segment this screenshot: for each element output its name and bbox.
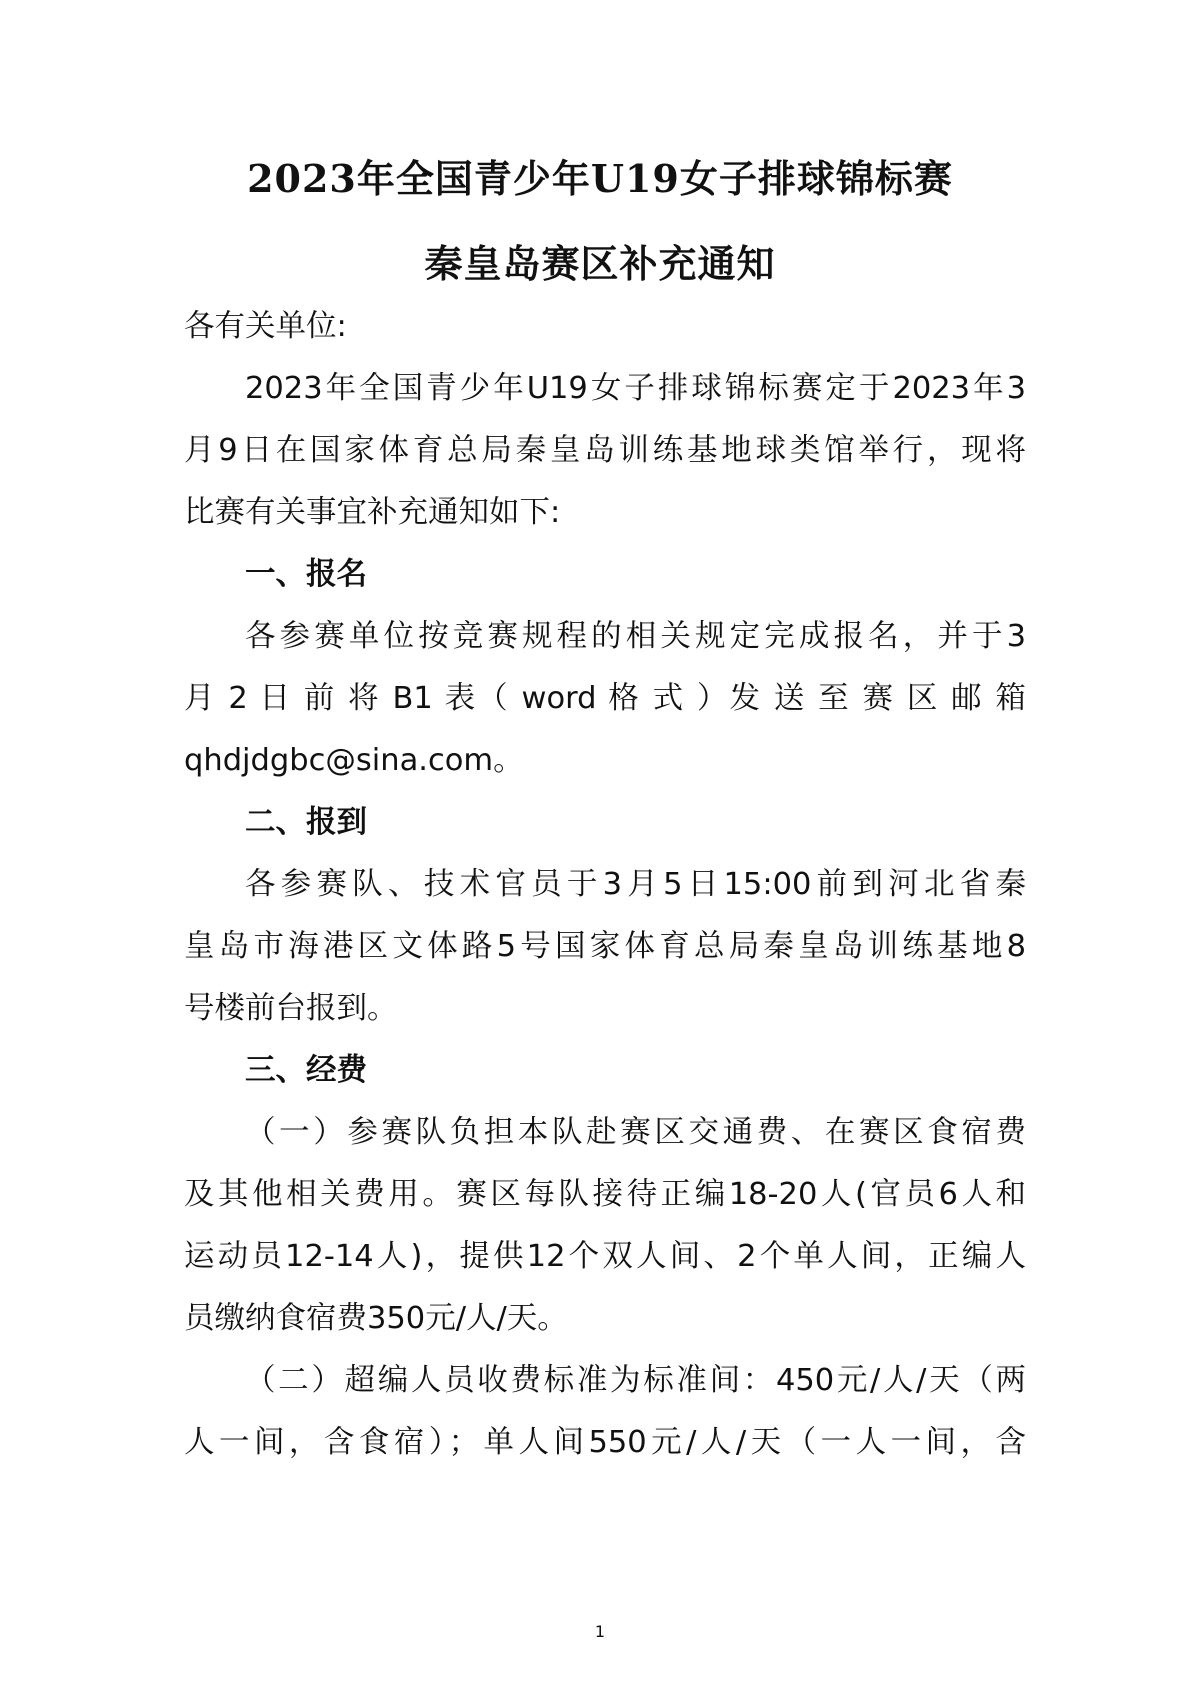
paragraph-line: 各参赛单位按竞赛规程的相关规定完成报名，并于3 bbox=[245, 619, 1026, 654]
intro-line: 比赛有关事宜补充通知如下: bbox=[184, 495, 561, 530]
section-heading-registration: 一、报名 bbox=[245, 557, 367, 592]
paragraph-line: 运动员12-14人)，提供12个双人间、2个单人间，正编人 bbox=[184, 1239, 1026, 1274]
document-title-line-1: 2023年全国青少年U19女子排球锦标赛 bbox=[247, 156, 953, 201]
paragraph-line: （一）参赛队负担本队赴赛区交通费、在赛区食宿费 bbox=[245, 1115, 1026, 1150]
paragraph-line: 人一间，含食宿）；单人间550元/人/天（一人一间，含 bbox=[184, 1425, 1026, 1460]
intro-line: 2023年全国青少年U19女子排球锦标赛定于2023年3 bbox=[245, 371, 1026, 406]
page-number: 1 bbox=[594, 1622, 606, 1641]
paragraph-line: 各参赛队、技术官员于3月5日15:00前到河北省秦 bbox=[245, 867, 1026, 902]
paragraph-line: 月 2 日 前 将 B1 表（ word 格 式 ）发 送 至 赛 区 邮 箱 bbox=[184, 681, 1026, 716]
intro-line: 月9日在国家体育总局秦皇岛训练基地球类馆举行，现将 bbox=[184, 433, 1026, 468]
paragraph-line-email: qhdjdgbc@sina.com。 bbox=[184, 743, 524, 778]
document-body bbox=[184, 296, 1026, 1474]
paragraph-line: 及其他相关费用。赛区每队接待正编18-20人(官员6人和 bbox=[184, 1177, 1026, 1212]
section-heading-check-in: 二、报到 bbox=[245, 805, 367, 840]
document-title-line-2: 秦皇岛赛区补充通知 bbox=[424, 241, 776, 286]
paragraph-line: （二）超编人员收费标准为标准间：450元/人/天（两 bbox=[245, 1363, 1026, 1398]
salutation: 各有关单位: bbox=[184, 309, 347, 344]
section-heading-expenses: 三、经费 bbox=[245, 1053, 367, 1088]
paragraph-line: 员缴纳食宿费350元/人/天。 bbox=[184, 1301, 568, 1336]
paragraph-line: 皇岛市海港区文体路5号国家体育总局秦皇岛训练基地8 bbox=[184, 929, 1026, 964]
paragraph-line: 号楼前台报到。 bbox=[184, 991, 398, 1026]
